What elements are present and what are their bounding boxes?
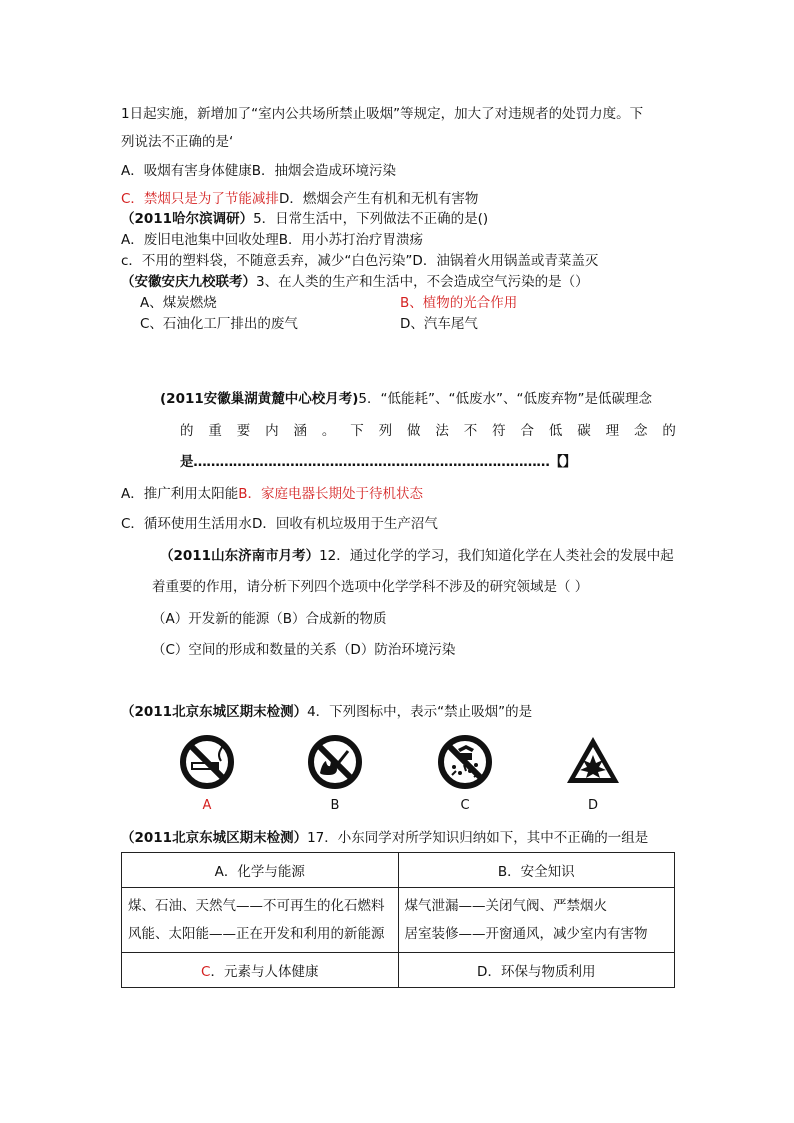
q4-options-ab <box>121 485 423 503</box>
cell-a-line1: 煤、石油、天然气——不可再生的化石燃料 <box>128 898 385 914</box>
q3-stem <box>121 273 589 291</box>
q6-source: （2011北京东城区期末检测） <box>121 704 308 720</box>
q4-stem-char: 列 <box>378 423 393 439</box>
header-cell-a: A．化学与能源 <box>122 853 399 888</box>
q2-option-d: D．油锅着火用锅盖或青菜盖灭 <box>412 253 599 269</box>
q4-stem-char: 合 <box>520 423 534 439</box>
q1-option-a: A．吸烟有害身体健康 <box>121 163 252 179</box>
q4-stem-char: 。 <box>321 423 336 439</box>
q2-option-a: A．废旧电池集中回收处理 <box>121 232 279 248</box>
no-fireworks-sign-icon <box>436 733 494 791</box>
q4-option-b-answer: B．家庭电器长期处于待机状态 <box>238 486 424 502</box>
cell-b-line2: 居室装修——开窗通风，减少室内有害物 <box>404 926 648 942</box>
q1-option-c-answer: C．禁烟只是为了节能减排 <box>121 191 279 207</box>
q4-stem-char: 重 <box>208 423 222 439</box>
footer-c-text: ．元素与人体健康 <box>210 964 319 980</box>
q3-option-c: C、石油化工厂排出的废气 <box>140 316 298 332</box>
q4-stem-char: 法 <box>435 423 449 439</box>
table-row <box>122 853 675 888</box>
q7-source: （2011北京东城区期末检测） <box>121 830 308 846</box>
q2-options-ab <box>121 231 423 249</box>
q5-option-c: （C）空间的形成和数量的关系 <box>152 642 337 658</box>
footer-c-answer-letter: C <box>201 964 211 980</box>
footer-cell-c <box>122 953 399 988</box>
q4-stem-char: 的 <box>180 423 194 439</box>
table-row <box>122 888 675 953</box>
q4-stem-char: 的 <box>662 423 676 439</box>
q2-source: （2011哈尔滨调研） <box>121 211 254 227</box>
q5-option-b: （B）合成新的物质 <box>269 611 387 627</box>
q2-options-cd <box>121 252 598 270</box>
q1-option-d: D．燃烟会产生有机和无机有害物 <box>278 191 479 207</box>
content-cell-b <box>398 888 675 953</box>
q4-stem-line1 <box>160 390 652 408</box>
q4-stem-char: 符 <box>492 423 506 439</box>
q4-stem-char: 做 <box>407 423 421 439</box>
q6-stem <box>121 703 532 721</box>
header-cell-b: B．安全知识 <box>398 853 675 888</box>
q1-line1: 1日起实施，新增加了“室内公共场所禁止吸烟”等规定，加大了对违规者的处罚力度。下 <box>121 106 644 122</box>
footer-cell-d: D．环保与物质利用 <box>398 953 675 988</box>
q4-stem-char: 不 <box>463 423 478 439</box>
q4-stem-char: 理 <box>605 423 620 439</box>
q4-stem-char: 涵 <box>293 423 307 439</box>
sign-option-a <box>176 733 238 813</box>
q3-source: （安徽安庆九校联考） <box>121 274 256 290</box>
sign-label-b: B <box>330 798 340 813</box>
q7-stem <box>121 829 648 847</box>
q3-option-b-answer: B、植物的光合作用 <box>400 295 518 311</box>
q4-stem-char: 要 <box>236 423 251 439</box>
q5-stem-text: 12．通过化学的学习，我们知道化学在人类社会的发展中起 <box>319 548 674 564</box>
q5-options-ab <box>152 610 387 628</box>
q4-stem-line2 <box>180 422 676 440</box>
no-open-flame-sign-icon <box>306 733 364 791</box>
safety-signs-row <box>170 733 630 823</box>
q2-stem-text: 5．日常生活中，下列做法不正确的是() <box>253 211 489 227</box>
q5-option-d: （D）防治环境污染 <box>336 642 456 658</box>
q4-stem-char: 下 <box>350 423 364 439</box>
q2-stem <box>121 210 488 228</box>
q4-stem-char: 念 <box>634 423 648 439</box>
sign-label-c: C <box>460 798 470 813</box>
q3-option-a: A、煤炭燃烧 <box>140 295 217 311</box>
q7-stem-text: 17．小东同学对所学知识归纳如下，其中不正确的一组是 <box>307 830 649 846</box>
sign-option-b <box>304 733 366 813</box>
q3-stem-text: 3、在人类的生产和生活中，不会造成空气污染的是（） <box>256 274 589 290</box>
q4-option-c: C．循环使用生活用水 <box>121 516 252 532</box>
q4-option-a: A．推广利用太阳能 <box>121 486 239 502</box>
q1-option-b: B．抽烟会造成环境污染 <box>251 163 397 179</box>
sign-label-a: A <box>202 798 212 813</box>
explosive-warning-sign-icon <box>564 733 622 791</box>
knowledge-summary-table <box>121 852 675 988</box>
q5-option-a: （A）开发新的能源 <box>152 611 270 627</box>
no-smoking-sign-icon <box>178 733 236 791</box>
sign-label-d: D <box>587 798 598 813</box>
q5-options-cd <box>152 641 455 659</box>
q4-stem-char: 低 <box>548 423 563 439</box>
table-row <box>122 953 675 988</box>
q1-options-ab <box>121 162 396 180</box>
q3-option-d: D、汽车尾气 <box>400 316 478 332</box>
q2-option-b: B．用小苏打治疗胃溃疡 <box>278 232 424 248</box>
q5-source: （2011山东济南市月考） <box>160 548 320 564</box>
q2-option-c: c．不用的塑料袋，不随意丢弃，减少“白色污染” <box>121 253 413 269</box>
content-cell-a <box>122 888 399 953</box>
q4-options-cd <box>121 515 438 533</box>
q6-stem-text: 4．下列图标中，表示“禁止吸烟”的是 <box>307 704 533 720</box>
q4-stem-line3: 是………………………………………………………………………【】 <box>180 454 577 470</box>
q1-line2: 列说法不正确的是‘ <box>121 134 234 150</box>
cell-a-line2: 风能、太阳能——正在开发和利用的新能源 <box>128 926 385 942</box>
q5-stem-line2: 着重要的作用，请分析下列四个选项中化学学科不涉及的研究领域是（ ） <box>152 579 589 595</box>
cell-b-line1: 煤气泄漏——关闭气阀、严禁烟火 <box>404 898 607 914</box>
sign-option-d <box>562 733 624 813</box>
q5-stem-line1 <box>160 547 674 565</box>
q4-source: (2011安徽巢湖黄麓中心校月考) <box>160 391 359 407</box>
q4-stem-text: 5．“低能耗”、“低废水”、“低废弃物”是低碳理念 <box>358 391 652 407</box>
q4-stem-char: 内 <box>265 423 279 439</box>
q4-stem-char: 碳 <box>577 423 591 439</box>
q1-options-cd <box>121 190 478 208</box>
sign-option-c <box>434 733 496 813</box>
q4-option-d: D．回收有机垃圾用于生产沼气 <box>251 516 438 532</box>
